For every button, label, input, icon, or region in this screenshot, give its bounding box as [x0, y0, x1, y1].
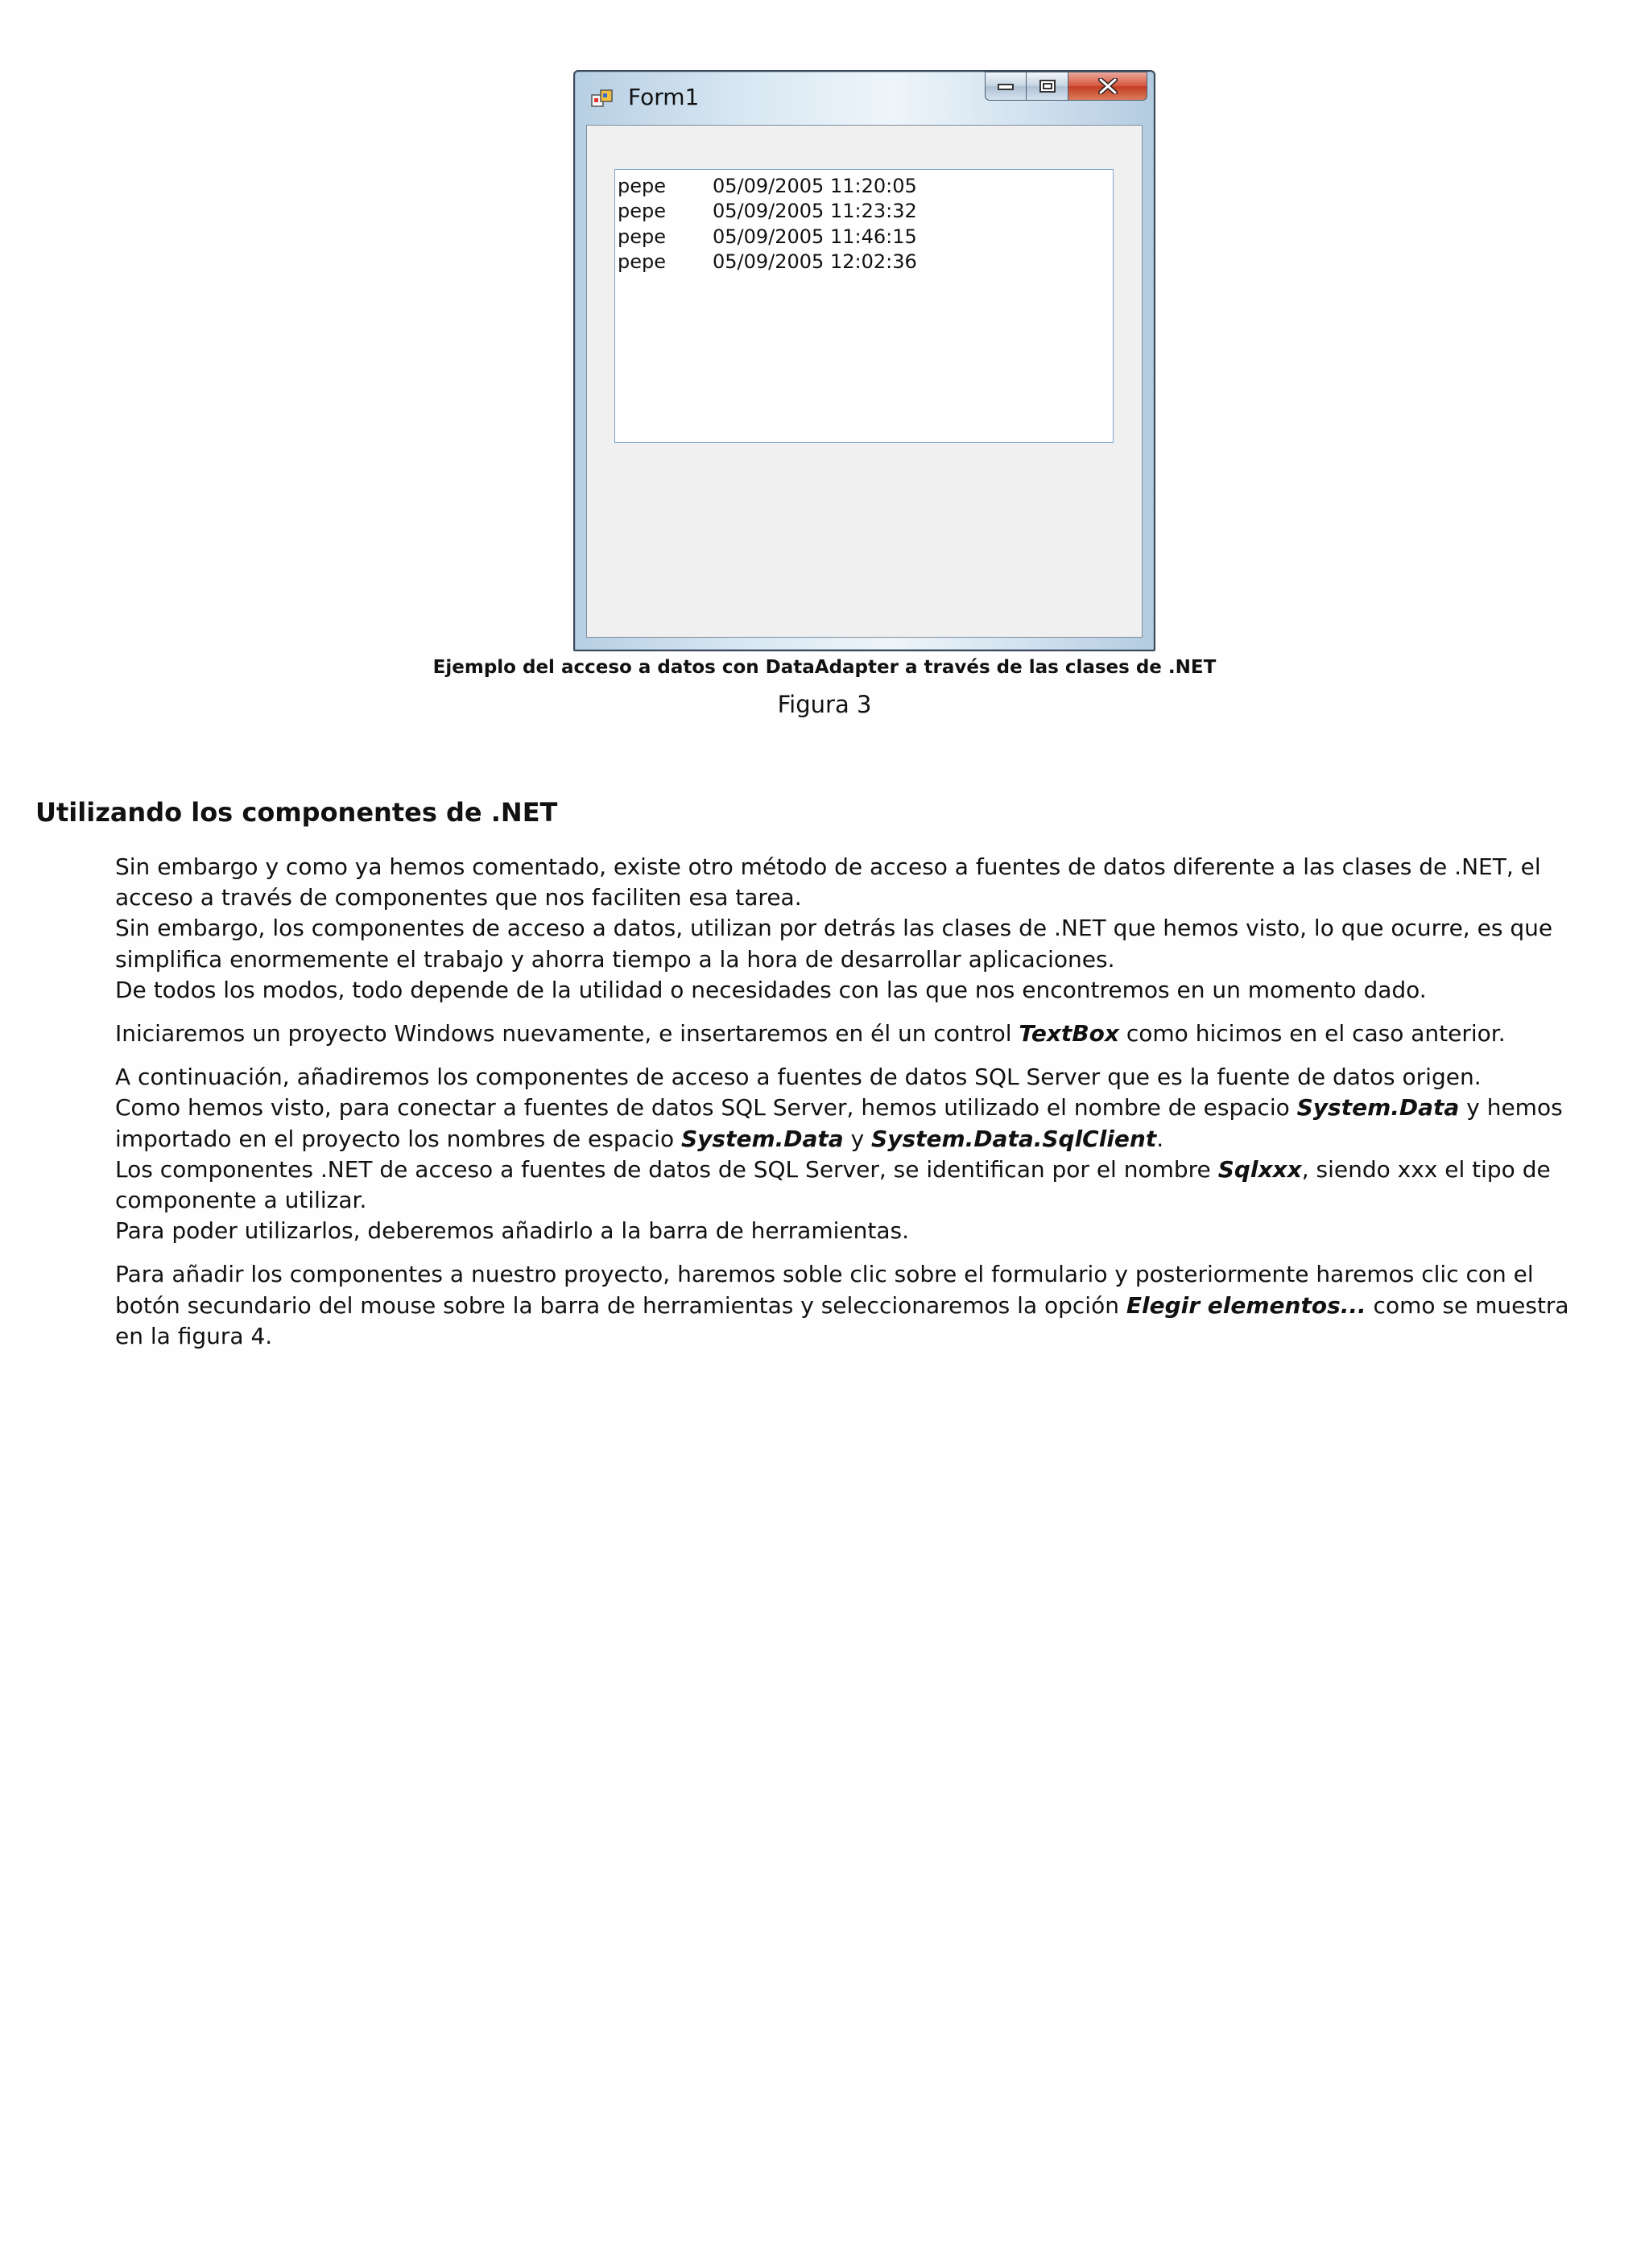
list-item[interactable]: [615, 250, 1113, 275]
section-body: [115, 852, 1597, 1365]
records-listbox[interactable]: [614, 169, 1114, 443]
window-title: Form1: [628, 84, 700, 110]
p3-l2-text-2: y hemos importado en el proyecto los nombres de espacio: [115, 1094, 1563, 1152]
p3-l2-text-3: y: [843, 1125, 872, 1152]
p3-l2-emphasis: System.Data: [1296, 1094, 1460, 1122]
window-controls: [985, 72, 1147, 102]
maximize-button[interactable]: [1027, 72, 1068, 101]
paragraph-2: [115, 1018, 1597, 1049]
figure-caption: Ejemplo del acceso a datos con DataAdapter a través de las clases de .NET: [432, 657, 1217, 678]
paragraph-4-emphasis: Elegir elementos...: [1126, 1291, 1366, 1319]
paragraph-1-line-3: De todos los modos, todo depende de la utilidad o necesidades con las que nos encontremos en un momento dado.: [115, 976, 1427, 1003]
p3-l3-text-end: , siendo xxx el tipo de componente a utilizar.: [115, 1155, 1551, 1214]
form1-window: [573, 70, 1155, 651]
p3-l3-text: Los componentes .NET de acceso a fuentes de datos de SQL Server, se identifican por el nombre: [115, 1155, 1218, 1183]
close-icon: [1097, 78, 1118, 94]
list-item-datetime: 05/09/2005 11:46:15: [713, 225, 917, 248]
p3-l2-emphasis-2: System.Data: [680, 1125, 844, 1152]
list-item-datetime: 05/09/2005 11:20:05: [713, 174, 917, 197]
list-item-user: pepe: [618, 225, 666, 248]
paragraph-1-line-1: Sin embargo y como ya hemos comentado, existe otro método de acceso a fuentes de datos diferente a las clases de .NET, el acceso a través de componentes que nos faciliten esa tarea.: [115, 853, 1541, 911]
paragraph-3-line-2: [115, 1093, 1597, 1154]
p3-l3-emphasis: Sqlxxx: [1217, 1155, 1302, 1183]
p3-l2-text: Como hemos visto, para conectar a fuentes de datos SQL Server, hemos utilizado el nombre de espacio: [115, 1094, 1297, 1122]
paragraph-1: [115, 852, 1597, 1006]
list-item-datetime: 05/09/2005 12:02:36: [713, 250, 917, 274]
minimize-button[interactable]: [985, 72, 1027, 101]
paragraph-1-line-2: Sin embargo, los componentes de acceso a datos, utilizan por detrás las clases de .NET que hemos visto, lo que ocurre, es que simplifica enormemente el trabajo y ahorra tiempo a la hora de desarrollar aplicaciones.: [115, 915, 1553, 973]
paragraph-4-text-end: como se muestra en la figura 4.: [115, 1291, 1569, 1349]
window-titlebar[interactable]: [575, 72, 1154, 123]
p3-l2-emphasis-3: System.Data.SqlClient: [871, 1125, 1157, 1152]
close-button[interactable]: [1068, 72, 1147, 101]
list-item-user: pepe: [618, 250, 666, 274]
paragraph-2-text: Iniciaremos un proyecto Windows nuevamente, e insertaremos en él un control: [115, 1020, 1019, 1047]
paragraph-4: [115, 1259, 1597, 1352]
figure-label: Figura 3: [777, 691, 872, 718]
paragraph-4-text: Para añadir los componentes a nuestro proyecto, haremos soble clic sobre el formulario y posteriormente haremos clic con el botón secundario del mouse sobre la barra de herramientas y seleccionaremos la opción: [115, 1261, 1534, 1319]
section-heading: Utilizando los componentes de .NET: [35, 797, 558, 828]
p3-l2-text-end: .: [1156, 1125, 1164, 1152]
paragraph-2-emphasis: TextBox: [1019, 1020, 1119, 1047]
list-item[interactable]: [615, 199, 1113, 225]
paragraph-3-line-3: [115, 1155, 1597, 1216]
list-item-datetime: 05/09/2005 11:23:32: [713, 200, 917, 223]
list-item[interactable]: [615, 224, 1113, 250]
window-client-area: [586, 125, 1143, 638]
paragraph-3-line-4: Para poder utilizarlos, deberemos añadirlo a la barra de herramientas.: [115, 1217, 909, 1245]
list-item-user: pepe: [618, 174, 666, 197]
list-item[interactable]: [615, 173, 1113, 199]
maximize-icon: [1039, 79, 1056, 93]
paragraph-2-text-end: como hicimos en el caso anterior.: [1118, 1020, 1506, 1047]
paragraph-3-line-1: A continuación, añadiremos los componentes de acceso a fuentes de datos SQL Server que es la fuente de datos origen.: [115, 1064, 1482, 1091]
minimize-icon: [997, 81, 1015, 92]
app-icon: [591, 88, 614, 110]
paragraph-3: [115, 1062, 1597, 1246]
list-item-user: pepe: [618, 200, 666, 223]
